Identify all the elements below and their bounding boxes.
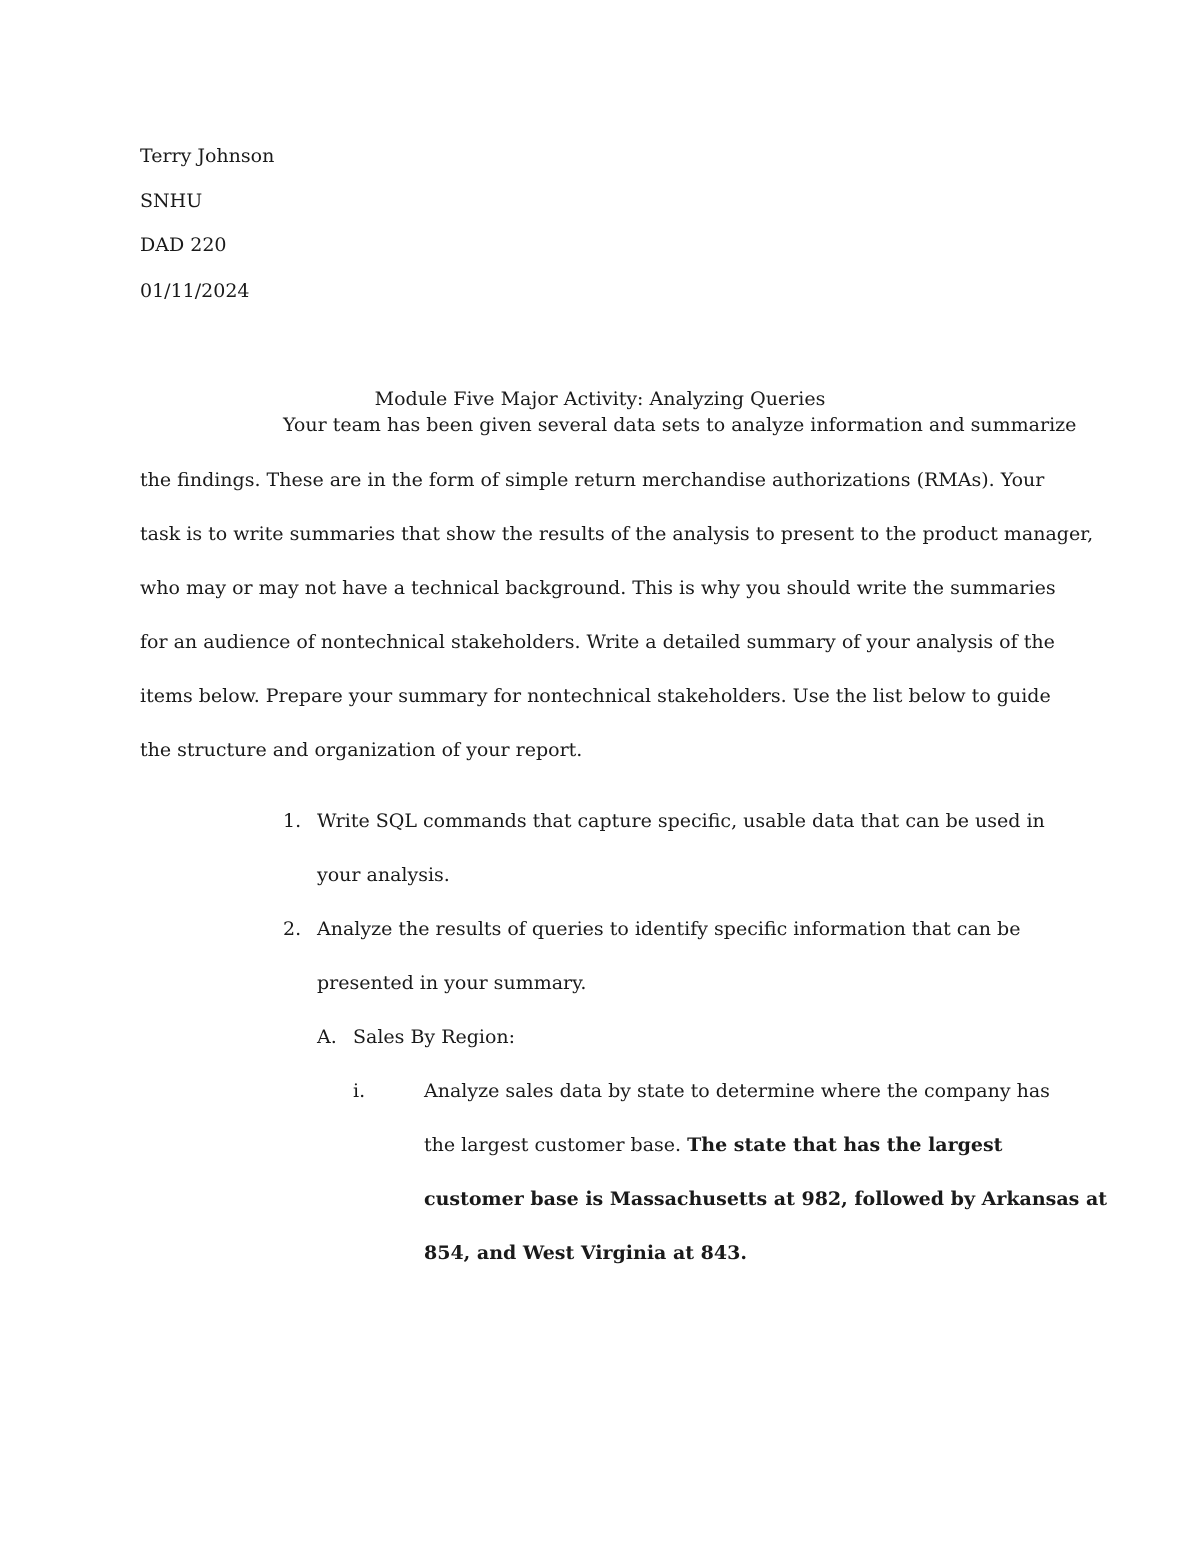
list-item-2-line: presented in your summary.: [317, 972, 587, 994]
sub-item-i-line: [424, 1133, 1002, 1157]
sub-item-i-plain-text: the largest customer base.: [424, 1134, 688, 1156]
intro-line: the findings. These are in the form of simple return merchandise authorizations (RMAs). Your: [140, 469, 1045, 491]
document-title: Module Five Major Activity: Analyzing Queries: [374, 388, 826, 410]
list-marker-1: 1.: [283, 810, 302, 832]
school-name: SNHU: [140, 190, 203, 212]
sub-item-i-bold-line: 854, and West Virginia at 843.: [424, 1242, 747, 1264]
document-date: 01/11/2024: [140, 280, 250, 302]
intro-line: who may or may not have a technical background. This is why you should write the summaries: [140, 577, 1056, 599]
intro-line: for an audience of nontechnical stakeholders. Write a detailed summary of your analysis of the: [140, 631, 1055, 653]
sub-item-i-bold-text: The state that has the largest: [687, 1134, 1003, 1156]
intro-line: the structure and organization of your report.: [140, 739, 583, 761]
course-code: DAD 220: [140, 234, 227, 256]
list-marker-A: A.: [317, 1026, 337, 1048]
intro-line: task is to write summaries that show the results of the analysis to present to the product manager,: [140, 523, 1094, 545]
list-item-1-line: your analysis.: [317, 864, 450, 886]
sub-item-i-line: Analyze sales data by state to determine where the company has: [424, 1080, 1050, 1102]
list-item-1-line: Write SQL commands that capture specific, usable data that can be used in: [317, 810, 1045, 832]
list-marker-i: i.: [353, 1080, 366, 1102]
author-name: Terry Johnson: [140, 145, 275, 167]
intro-line: Your team has been given several data sets to analyze information and summarize: [283, 414, 1077, 436]
sub-item-i-bold-line: customer base is Massachusetts at 982, followed by Arkansas at: [424, 1188, 1108, 1210]
list-marker-2: 2.: [283, 918, 302, 940]
sub-item-a-label: Sales By Region:: [353, 1026, 516, 1048]
intro-line: items below. Prepare your summary for nontechnical stakeholders. Use the list below to guide: [140, 685, 1051, 707]
list-item-2-line: Analyze the results of queries to identify specific information that can be: [317, 918, 1021, 940]
